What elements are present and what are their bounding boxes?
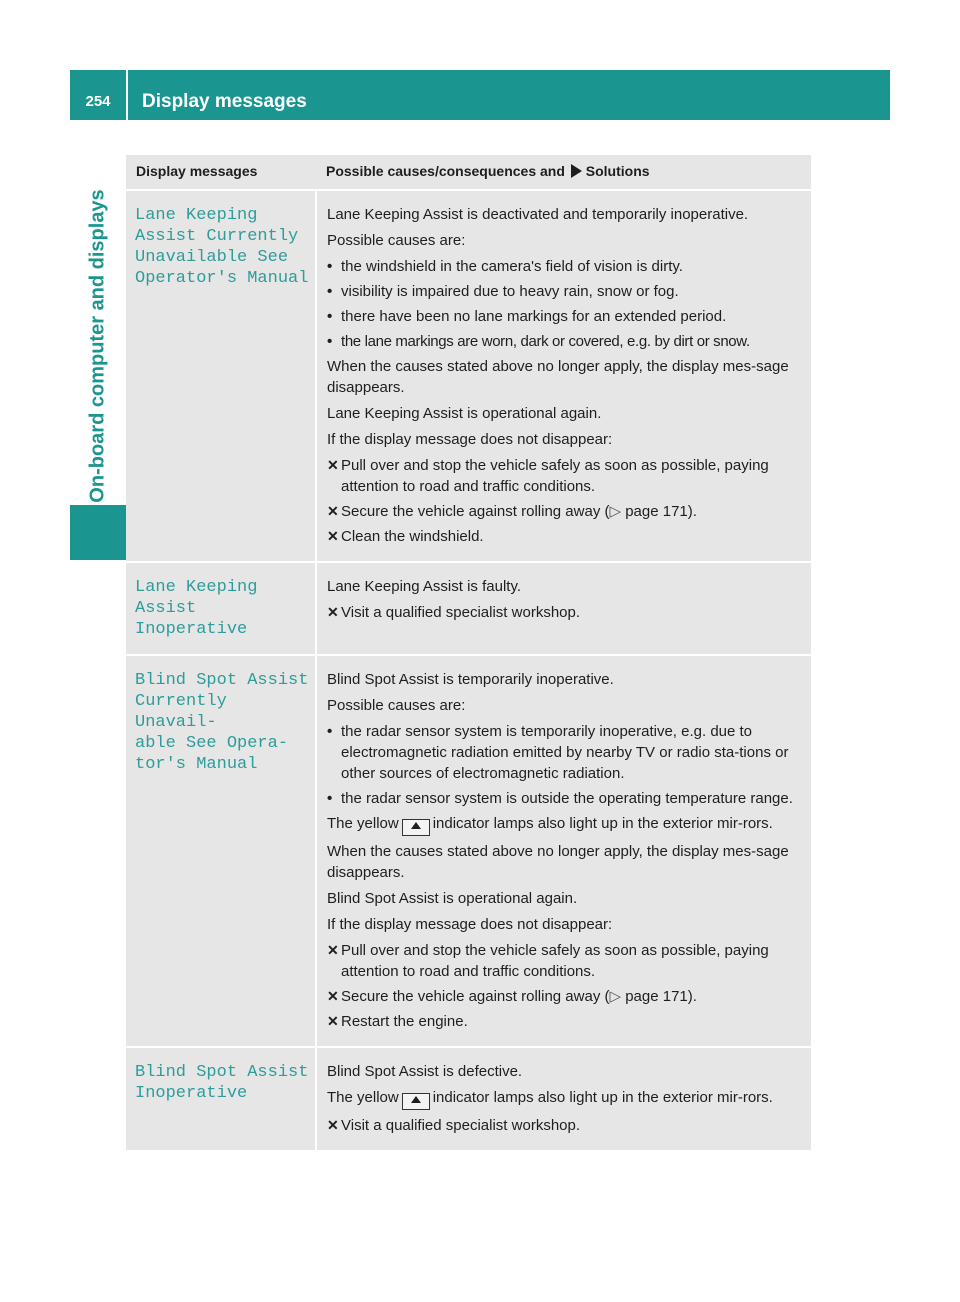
bullet-icon: •	[327, 723, 333, 740]
paragraph: When the causes stated above no longer apply, the display mes-sage disappears.	[327, 843, 789, 881]
instruction-x-icon: ✕	[327, 1117, 339, 1133]
table-row	[126, 562, 811, 655]
paragraph: Blind Spot Assist is temporarily inoperative.	[327, 671, 614, 688]
list-item-text: the radar sensor system is outside the operating temperature range.	[341, 790, 793, 807]
page-reference-link[interactable]: page 171).	[625, 988, 697, 1005]
list-item	[327, 721, 803, 784]
instruction-text: Pull over and stop the vehicle safely as soon as possible, paying attention to road and traffic conditions.	[341, 942, 769, 980]
solution-cell	[316, 1047, 811, 1151]
page-reference-triangle-icon: ▷	[609, 503, 622, 520]
instruction-x-icon: ✕	[327, 604, 339, 620]
table-header-row	[126, 155, 811, 190]
instruction-text-start: Secure the vehicle against rolling away (	[341, 503, 610, 520]
column-header-causes-label: Possible causes/consequences and	[326, 163, 565, 179]
display-message-text: Lane Keeping Assist Currently Unavailable See Operator's Manual	[135, 206, 309, 288]
message-cell	[126, 1047, 316, 1151]
list-item-text: the radar sensor system is temporarily inoperative, e.g. due to electromagnetic radiation emitted by nearby TV or radio sta-tions or other sources of electromagnetic radiation.	[341, 723, 789, 782]
instruction-x-icon: ✕	[327, 528, 339, 544]
page-number: 254	[85, 93, 111, 110]
page-reference-link[interactable]: page 171).	[625, 503, 697, 520]
solution-cell	[316, 190, 811, 562]
list-item-text: the lane markings are worn, dark or covered, e.g. by dirt or snow.	[341, 333, 750, 350]
list-item	[327, 788, 803, 809]
column-header-causes-solutions	[316, 155, 811, 190]
paragraph-text-end: indicator lamps also light up in the exterior mir-rors.	[432, 815, 773, 832]
instruction-step	[327, 940, 803, 982]
instruction-text: Clean the windshield.	[341, 528, 484, 545]
play-arrow-icon	[571, 164, 582, 178]
paragraph: Lane Keeping Assist is faulty.	[327, 578, 522, 595]
paragraph: If the display message does not disappear:	[327, 431, 613, 448]
table-row	[126, 1047, 811, 1151]
paragraph: Lane Keeping Assist is deactivated and temporarily inoperative.	[327, 206, 749, 223]
display-message-text: Blind Spot Assist Inoperative	[135, 1063, 309, 1103]
bullet-icon: •	[327, 258, 333, 275]
message-cell	[126, 655, 316, 1047]
instruction-step	[327, 526, 803, 547]
list-item	[327, 331, 803, 352]
header-divider	[126, 70, 128, 120]
blind-spot-warning-lamp-icon	[402, 1093, 430, 1110]
paragraph	[327, 1087, 803, 1110]
display-messages-table	[126, 155, 811, 1152]
paragraph: Blind Spot Assist is defective.	[327, 1063, 523, 1080]
message-cell	[126, 190, 316, 562]
list-item	[327, 306, 803, 327]
instruction-x-icon: ✕	[327, 503, 339, 519]
side-chapter-label: On-board computer and displays	[86, 189, 109, 503]
paragraph: If the display message does not disappear:	[327, 916, 613, 933]
paragraph: Possible causes are:	[327, 697, 466, 714]
instruction-step	[327, 455, 803, 497]
instruction-text	[341, 501, 697, 522]
bullet-icon: •	[327, 283, 333, 300]
paragraph-text-start: The yellow	[327, 815, 399, 832]
instruction-text	[341, 986, 697, 1007]
bullet-icon: •	[327, 333, 333, 350]
instruction-step	[327, 1011, 803, 1032]
blind-spot-warning-lamp-icon	[402, 819, 430, 836]
instruction-x-icon: ✕	[327, 942, 339, 958]
instruction-text: Visit a qualified specialist workshop.	[341, 604, 581, 621]
display-message-text: Blind Spot Assist Currently Unavail- able See Opera- tor's Manual	[135, 671, 309, 774]
side-chapter-marker	[70, 505, 126, 560]
instruction-step	[327, 501, 803, 522]
message-cell	[126, 562, 316, 655]
table-row	[126, 190, 811, 562]
paragraph: When the causes stated above no longer apply, the display mes-sage disappears.	[327, 358, 789, 396]
list-item-text: the windshield in the camera's field of vision is dirty.	[341, 258, 683, 275]
instruction-step	[327, 1115, 803, 1136]
column-header-display-messages: Display messages	[126, 155, 316, 190]
instruction-text: Visit a qualified specialist workshop.	[341, 1117, 581, 1134]
instruction-x-icon: ✕	[327, 1013, 339, 1029]
bullet-icon: •	[327, 308, 333, 325]
column-header-solutions-label: Solutions	[585, 163, 650, 179]
instruction-text: Restart the engine.	[341, 1013, 468, 1030]
bullet-icon: •	[327, 790, 333, 807]
list-item	[327, 256, 803, 277]
paragraph: Lane Keeping Assist is operational again.	[327, 405, 602, 422]
paragraph-text-start: The yellow	[327, 1089, 399, 1106]
paragraph: Blind Spot Assist is operational again.	[327, 890, 578, 907]
list-item-text: there have been no lane markings for an extended period.	[341, 308, 727, 325]
solution-cell	[316, 655, 811, 1047]
table-row	[126, 655, 811, 1047]
list-item-text: visibility is impaired due to heavy rain, snow or fog.	[341, 283, 679, 300]
instruction-text: Pull over and stop the vehicle safely as soon as possible, paying attention to road and traffic conditions.	[341, 457, 769, 495]
page-title: Display messages	[142, 91, 307, 112]
instruction-step	[327, 602, 803, 623]
instruction-text-start: Secure the vehicle against rolling away (	[341, 988, 610, 1005]
display-message-text: Lane Keeping Assist Inoperative	[135, 578, 258, 639]
paragraph-text-end: indicator lamps also light up in the exterior mir-rors.	[432, 1089, 773, 1106]
paragraph	[327, 813, 803, 836]
page-reference-triangle-icon: ▷	[609, 988, 622, 1005]
instruction-x-icon: ✕	[327, 988, 339, 1004]
paragraph: Possible causes are:	[327, 232, 466, 249]
list-item	[327, 281, 803, 302]
solution-cell	[316, 562, 811, 655]
instruction-x-icon: ✕	[327, 457, 339, 473]
instruction-step	[327, 986, 803, 1007]
